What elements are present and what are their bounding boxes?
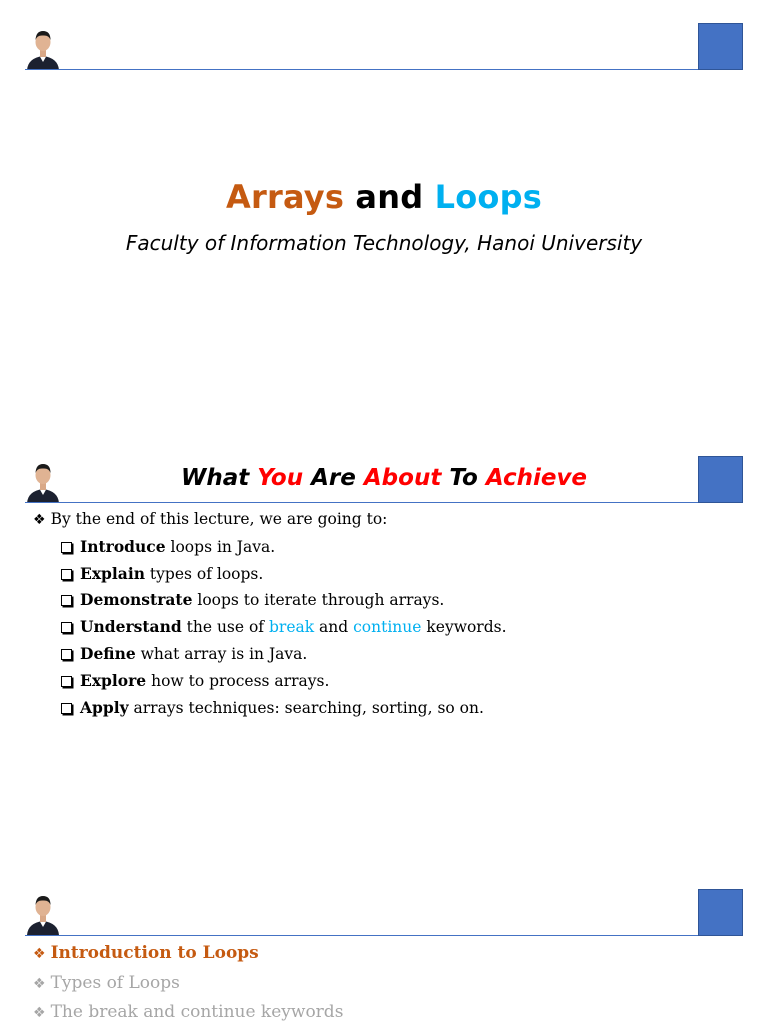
square-checkbox-icon [61, 676, 72, 687]
title-word-loops: Loops [434, 178, 542, 216]
diamond-bullet-icon: ❖ [33, 975, 46, 992]
title-part: What [180, 465, 258, 491]
item-keyword: Introduce [80, 536, 166, 556]
square-checkbox-icon [61, 569, 72, 580]
item-keyword: Explore [80, 670, 147, 690]
agenda-item-keywords [33, 998, 343, 1024]
title-part: Are [303, 465, 364, 491]
title-slide [0, 0, 768, 430]
agenda-label: Types of Loops [50, 972, 180, 993]
avatar [25, 893, 61, 935]
agenda-list [33, 939, 343, 1024]
item-text: loops to iterate through arrays. [192, 591, 445, 610]
list-lead [33, 507, 507, 534]
list-item [33, 534, 507, 561]
lead-text: By the end of this lecture, we are going to: [50, 510, 388, 528]
objectives-list [33, 507, 507, 721]
avatar [25, 28, 61, 70]
title-part: About [363, 465, 442, 491]
item-text: and [314, 618, 354, 637]
item-text: arrays techniques: searching, sorting, so on. [128, 698, 484, 717]
square-checkbox-icon [61, 649, 72, 660]
title-part: Achieve [485, 465, 588, 491]
item-keyword: Explain [80, 563, 145, 583]
item-keyword: Demonstrate [80, 590, 193, 610]
square-checkbox-icon [61, 622, 72, 633]
list-item [33, 641, 507, 668]
agenda-item-types [33, 969, 343, 999]
square-checkbox-icon [61, 595, 72, 606]
title-part: You [257, 465, 304, 491]
item-text: loops in Java. [165, 537, 276, 556]
slide-subtitle: Faculty of Information Technology, Hanoi University [125, 231, 643, 255]
agenda-item-introduction [33, 939, 343, 969]
header-rule [25, 69, 743, 70]
diamond-bullet-icon: ❖ [33, 946, 46, 962]
item-keyword: Apply [80, 697, 129, 717]
item-text: what array is in Java. [135, 644, 308, 663]
list-item [33, 587, 507, 614]
list-item [33, 695, 507, 722]
title-word-arrays: Arrays [226, 178, 345, 216]
diamond-bullet-icon: ❖ [33, 512, 46, 528]
item-keyword: Define [80, 643, 136, 663]
title-word-and: and [344, 178, 435, 216]
item-keyword: Understand [80, 617, 182, 637]
item-text: keywords. [421, 618, 507, 637]
objectives-title [0, 465, 768, 491]
item-text: how to process arrays. [146, 671, 330, 690]
list-item [33, 668, 507, 695]
keyword-break: break [268, 618, 315, 637]
square-checkbox-icon [61, 703, 72, 714]
corner-square [698, 889, 743, 936]
agenda-label: Introduction to Loops [50, 943, 259, 963]
diamond-bullet-icon: ❖ [33, 1005, 46, 1021]
header-rule [25, 502, 743, 503]
agenda-label: The break and continue keywords [50, 1002, 344, 1022]
square-checkbox-icon [61, 542, 72, 553]
list-item [33, 614, 507, 641]
item-text: the use of [181, 618, 269, 637]
header-rule [25, 935, 743, 936]
title-part: To [441, 465, 486, 491]
corner-square [698, 23, 743, 70]
keyword-continue: continue [353, 618, 422, 637]
list-item [33, 561, 507, 588]
item-text: types of loops. [144, 564, 264, 583]
slide-title [0, 178, 768, 216]
